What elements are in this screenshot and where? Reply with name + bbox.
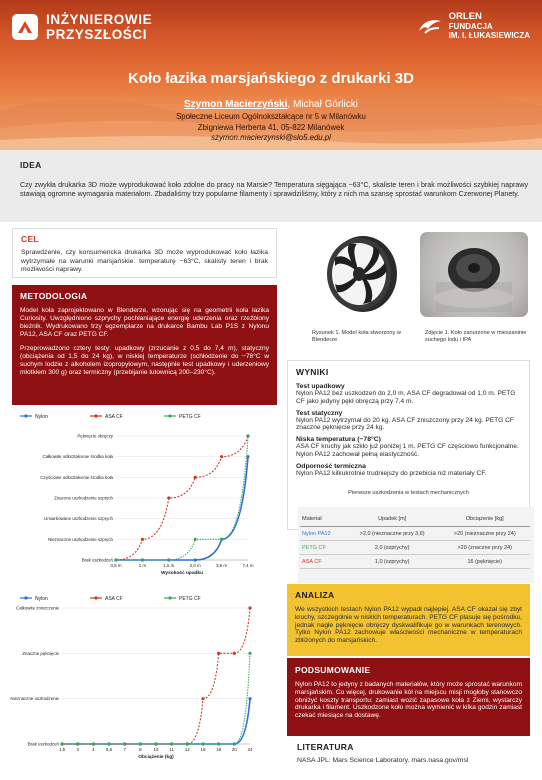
data-point xyxy=(167,558,170,561)
x-tick-label: 7 xyxy=(123,747,126,752)
result-title-static: Test statyczny xyxy=(296,409,343,417)
series-line xyxy=(62,608,250,744)
result-text-thermal: Nylon PA12 kilkukrotnie trudniejszy do przebicia niż materiały CF. xyxy=(296,469,487,477)
data-point xyxy=(92,742,95,745)
table-header-row xyxy=(300,512,530,527)
data-point xyxy=(217,742,220,745)
load-value: >20 (znaczne przy 24) xyxy=(439,541,530,555)
school-address: Zbigniewa Herberta 41, 05-822 Milanówek xyxy=(197,122,345,132)
y-tick-label: Brak uszkodzeń xyxy=(81,557,113,563)
data-point xyxy=(194,538,197,541)
x-tick-label: 5,5 xyxy=(105,747,113,752)
poster-title: Koło łazika marsjańskiego z drukarki 3D xyxy=(128,70,414,87)
legend-marker xyxy=(94,414,97,417)
wyniki-heading: WYNIKI xyxy=(296,367,329,377)
analiza-section xyxy=(287,584,530,656)
y-tick-label: Znaczne pęknięcie xyxy=(22,650,59,656)
table-header-load: Obciążenie [kg] xyxy=(439,512,530,527)
drop-test-chart xyxy=(4,412,280,588)
legend-marker xyxy=(168,596,171,599)
data-point xyxy=(76,742,79,745)
table-row xyxy=(300,541,530,555)
y-tick-label: Umiarkowane uszkodzenie szprych xyxy=(44,516,113,522)
x-tick-label: 1 m xyxy=(138,563,147,568)
data-point xyxy=(246,434,249,437)
affiliation xyxy=(0,112,542,144)
table-header-drop: Upadek [m] xyxy=(345,512,440,527)
x-tick-label: 7,4 m xyxy=(242,563,254,568)
cel-section xyxy=(12,228,277,278)
analiza-text: We wszystkich testach Nylon PA12 wypadł najlepiej. ASA CF okazał się zbyt kruchy, szczególnie w niskich temperaturach. PETG CF plasuje się pośrodku, jednak nagłe pęknięcie obręczy dyskwalifikuje go w warunkach terenowych. Tylko Nylon PA12 zachowuje właściwości mechaniczne w temperaturach zbliżonych do marsjańskich. xyxy=(295,606,522,645)
drop-value: 1,0 (szprychy) xyxy=(345,555,440,569)
results-table xyxy=(300,512,530,569)
data-point xyxy=(114,558,117,561)
metodologia-text-2: Przeprowadzono cztery testy: upadkowy (zrzucanie z 0,5 do 7,4 m), statyczny (obciążenia od 1,5 do 24 kg), w niskiej temperaturze (schłodzenie do −78°C w suchym lodzie z alkoholem izopropylowym, następnie test upadkowy i uderzeniowy młotkiem 300 g) oraz termiczny (przebijanie lutownicą 200–230°C). xyxy=(20,345,269,376)
material-name: Nylon PA12 xyxy=(300,527,345,541)
x-tick-label: 18 xyxy=(216,747,222,752)
data-point xyxy=(248,652,251,655)
table-row xyxy=(300,555,530,569)
drop-test-chart-svg xyxy=(4,412,280,588)
logo-right-line-2: FUNDACJA xyxy=(448,21,493,31)
logo-right-line-3: IM. I. ŁUKASIEWICZA xyxy=(448,31,530,40)
idea-heading: IDEA xyxy=(20,160,42,170)
orlen-eagle-icon xyxy=(417,15,443,37)
contact-email[interactable]: szymon.macierzynski@slo5.edu.pl xyxy=(211,133,331,142)
load-value: >20 (nieznaczne przy 24) xyxy=(439,527,530,541)
header-banner xyxy=(0,0,542,150)
data-point xyxy=(194,476,197,479)
wheel-dry-ice-photo xyxy=(420,232,528,317)
author-primary: Szymon Macierzyński xyxy=(184,99,288,110)
static-test-chart-svg xyxy=(4,594,280,770)
x-tick-label: 1,5 m xyxy=(163,563,175,568)
logo-inzynierowie-przyszlosci xyxy=(12,12,152,42)
literatura-section xyxy=(297,742,530,766)
data-point xyxy=(186,742,189,745)
legend-marker xyxy=(24,596,27,599)
podsumowanie-text: Nylon PA12 to jedyny z badanych materiałów, który może sprostać warunkom marsjańskim. Co więcej, drukowanie kół na miejscu misji mogłoby stanowczo obniżyć koszty transportu: zamiast wozić zapasowe koła z Ziemi, wystarczy drukarka i filament. Uszkodzone koło można wymienić w kilka godzin zamiast czekać miesiące na dostawę. xyxy=(295,681,522,720)
legend-marker xyxy=(168,414,171,417)
x-tick-label: 3 xyxy=(76,747,79,752)
x-tick-label: 8 xyxy=(139,747,142,752)
table-caption: Pierwsze uszkodzenia w testach mechanicznych xyxy=(348,490,469,496)
x-tick-label: 16 xyxy=(200,747,206,752)
data-point xyxy=(233,742,236,745)
series-line xyxy=(116,457,248,560)
result-title-thermal: Odporność termiczna xyxy=(296,462,366,470)
metodologia-section xyxy=(12,285,277,405)
material-name: PETG CF xyxy=(300,541,345,555)
photo-caption-2: Zdjęcie 1. Koło zanurzone w mieszaninie suchego lodu i IPA xyxy=(425,330,527,343)
legend-marker xyxy=(94,596,97,599)
logo-orlen-fundacja xyxy=(417,12,530,41)
logo-line-2: PRZYSZŁOŚCI xyxy=(46,27,148,42)
literatura-heading: LITERATURA xyxy=(297,742,354,752)
logo-right-line-1: ORLEN xyxy=(448,11,482,22)
x-tick-label: 20 xyxy=(231,747,237,752)
idea-text: Czy zwykła drukarka 3D może wyprodukować koło zdolne do pracy na Marsie? Temperatura sięgająca −63°C, skaliste teren i brak możliwości szybkiej naprawy stawiają ogromne wymagania materiałom. Zbadaliśmy trzy popularne filamenty i sprawdziliśmy, który z nich ma szansę sprostać warunkom Czerwonej Planety. xyxy=(20,181,528,198)
data-point xyxy=(141,538,144,541)
drop-value: 2,0 (szprychy) xyxy=(345,541,440,555)
x-tick-label: 12 xyxy=(184,747,190,752)
data-point xyxy=(194,558,197,561)
y-tick-label: Pęknięcie obręczy xyxy=(77,433,113,439)
data-point xyxy=(154,742,157,745)
load-value: 16 (pęknięcie) xyxy=(439,555,530,569)
table-header-material: Materiał xyxy=(300,512,345,527)
data-point xyxy=(167,496,170,499)
logo-mark-icon xyxy=(12,14,38,40)
legend-label: Nylon xyxy=(35,413,48,420)
result-text-drop: Nylon PA12 bez uszkodzeń do 2,0 m. ASA CF degradował od 1,0 m. PETG CF jako jedyny pękł obręczą przy 7,4 m. xyxy=(296,390,516,405)
result-text-static: Nylon PA12 wytrzymał do 20 kg. ASA CF zniszczony przy 24 kg. PETG CF znaczne pęknięcie przy 24 kg. xyxy=(296,416,514,432)
data-point xyxy=(248,606,251,609)
legend-label: PETG CF xyxy=(179,413,201,420)
x-tick-label: 24 xyxy=(247,747,253,752)
data-point xyxy=(220,455,223,458)
x-tick-label: 2,0 m xyxy=(189,563,201,568)
series-line xyxy=(62,699,250,744)
table-row xyxy=(300,527,530,541)
author-secondary: , Michał Górlicki xyxy=(287,99,358,110)
idea-section xyxy=(0,150,542,222)
data-point xyxy=(217,652,220,655)
metodologia-text-1: Model koła zaprojektowano w Blenderze, wzorując się na geometrii koła łazika Curiosity. Uwzględniono szprychy pochłaniające energię uderzenia oraz rzeźbiony bieżnik. Wydrukowano trzy egzemplarze na drukarce Bambu Lab P1S z Nylonu PA12, ASA CF oraz PETG CF. xyxy=(20,307,269,338)
drop-value: >2,0 (nieznaczne przy 3,6) xyxy=(345,527,440,541)
authors xyxy=(0,99,542,110)
y-tick-label: Całkowite odkształcenie środka koła xyxy=(42,454,113,460)
wyniki-section xyxy=(287,360,530,530)
data-point xyxy=(233,652,236,655)
result-title-cold: Niska temperatura (−78°C) xyxy=(296,436,381,444)
data-point xyxy=(201,742,204,745)
logo-line-1: INŻYNIEROWIE xyxy=(46,12,153,27)
static-test-chart xyxy=(4,594,280,770)
x-axis-title: Obciążenie (kg) xyxy=(138,755,174,760)
x-tick-label: 11 xyxy=(169,747,174,752)
podsumowanie-heading: PODSUMOWANIE xyxy=(295,665,371,675)
data-point xyxy=(107,742,110,745)
legend-label: ASA CF xyxy=(105,595,123,602)
y-tick-label: Całkowite zniszczenie xyxy=(16,605,59,611)
cel-heading: CEL xyxy=(21,234,39,244)
data-point xyxy=(220,538,223,541)
data-point xyxy=(60,742,63,745)
data-point xyxy=(170,742,173,745)
data-point xyxy=(201,697,204,700)
legend-label: PETG CF xyxy=(179,595,201,602)
data-point xyxy=(248,697,251,700)
x-tick-label: 1,5 xyxy=(58,747,66,752)
y-tick-label: Nieznaczne uszkodzenie szprych xyxy=(48,536,113,542)
legend-label: ASA CF xyxy=(105,413,123,420)
data-point xyxy=(139,742,142,745)
data-point xyxy=(123,742,126,745)
wheel-model-render xyxy=(305,232,413,317)
x-tick-label: 4 xyxy=(92,747,95,752)
school-name: Społeczne Liceum Ogólnokształcące nr 5 w Milanówku xyxy=(176,112,366,121)
legend-marker xyxy=(24,414,27,417)
material-name: ASA CF xyxy=(300,555,345,569)
photo-caption-1: Rysunek 1. Model koła stworzony w Blenderze xyxy=(312,330,401,343)
result-text-cold: ASA CF kruchy jak szkło już poniżej 1 m. PETG CF częściowo funkcjonalne. Nylon PA12 zachował pełną elastyczność. xyxy=(296,443,519,458)
x-tick-label: 10 xyxy=(153,747,159,752)
result-title-drop: Test upadkowy xyxy=(296,383,345,390)
legend-label: Nylon xyxy=(35,595,48,602)
y-tick-label: Znaczne uszkodzenie szprych xyxy=(54,495,113,501)
analiza-heading: ANALIZA xyxy=(295,590,335,600)
y-tick-label: Nieznaczne uszkodzenie xyxy=(10,696,59,702)
cel-text: Sprawdzenie, czy konsumencka drukarka 3D może wyprodukować koło łazika wytrzymałe na warunki marsjańskie: temperaturę −63°C, skalisty teren i brak możliwości naprawy. xyxy=(21,249,268,274)
data-point xyxy=(141,558,144,561)
metodologia-heading: METODOLOGIA xyxy=(20,291,88,301)
x-tick-label: 3,6 m xyxy=(216,563,228,568)
literatura-text[interactable]: NASA JPL: Mars Science Laboratory. mars.nasa.gov/msl xyxy=(297,757,469,764)
x-tick-label: 0,5 m xyxy=(110,563,122,568)
podsumowanie-section xyxy=(287,658,530,736)
y-tick-label: Częściowe odkształcenie środka koła xyxy=(40,474,113,480)
y-tick-label: Brak uszkodzeń xyxy=(27,741,59,747)
x-axis-title: Wysokość upadku xyxy=(160,571,204,576)
